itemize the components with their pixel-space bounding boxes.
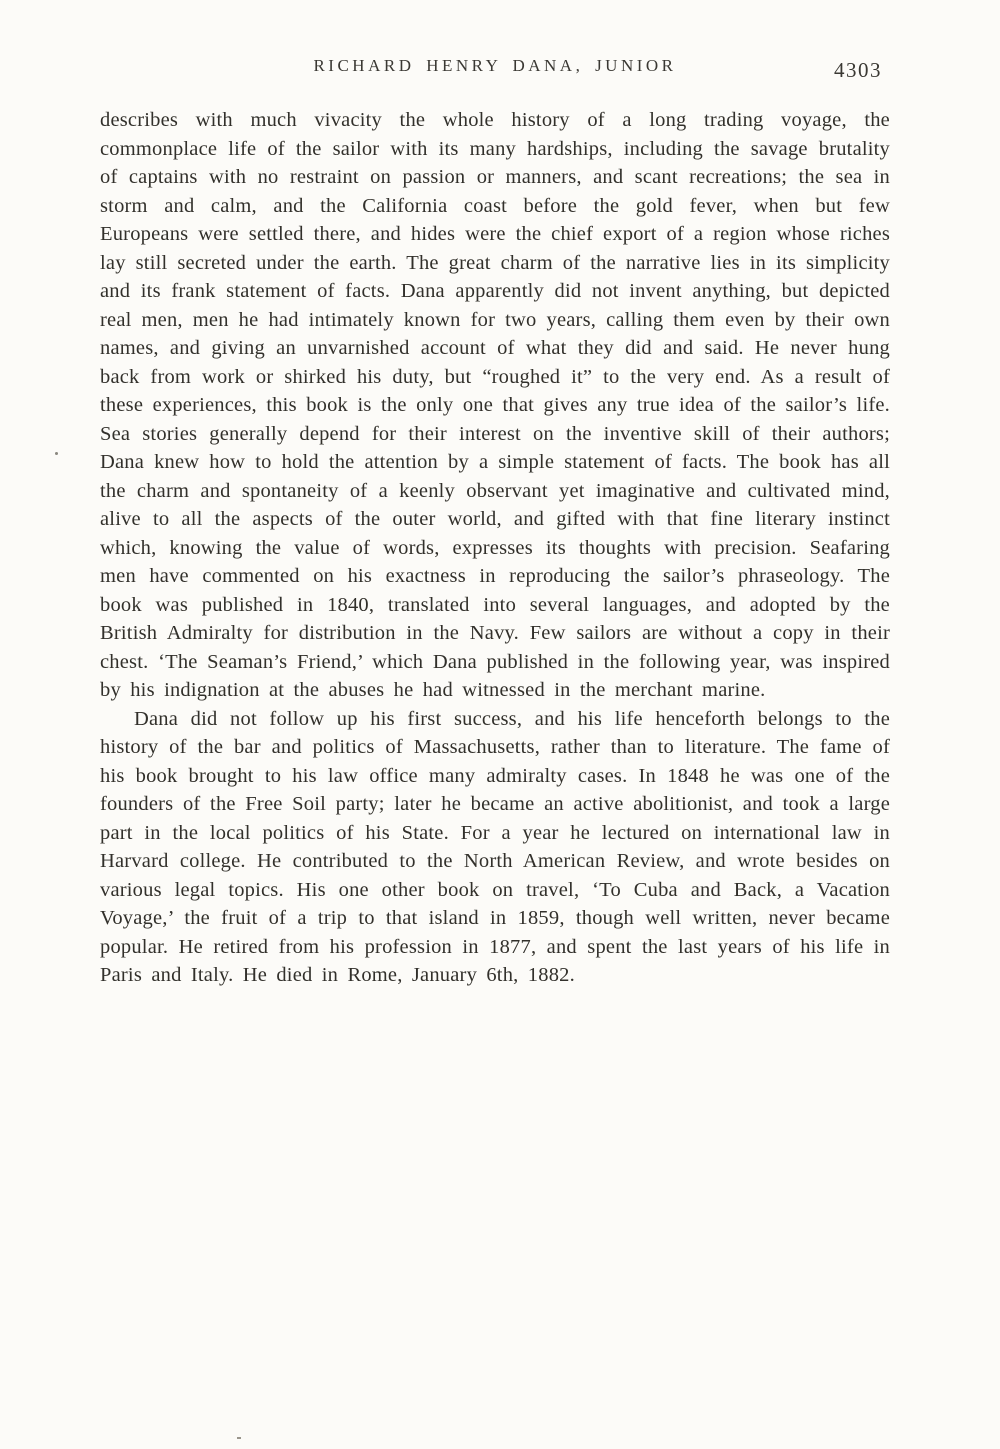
body-text	[100, 106, 890, 990]
scan-speck	[55, 452, 58, 455]
page-header	[100, 56, 890, 82]
scan-speck	[237, 1437, 241, 1439]
paragraph-continuation: describes with much vivacity the whole history of a long trading voyage, the commonplace life of the sailor with its many hardships, including the savage brutality of captains with no restraint on passion or manners, and scant recreations; the sea in storm and calm, and the California coast before the gold fever, when but few Europeans were settled there, and hides were the chief export of a region whose riches lay still secreted under the earth. The great charm of the narrative lies in its simplicity and its frank statement of facts. Dana apparently did not invent anything, but depicted real men, men he had intimately known for two years, calling them even by their own names, and giving an unvarnished account of what they did and said. He never hung back from work or shirked his duty, but “roughed it” to the very end. As a result of these experiences, this book is the only one that gives any true idea of the sailor’s life. Sea stories generally depend for their interest on the inventive skill of their authors; Dana knew how to hold the attention by a simple statement of facts. The book has all the charm and spontaneity of a keenly observant yet imaginative and cultivated mind, alive to all the aspects of the outer world, and gifted with that fine literary instinct which, knowing the value of words, expresses its thoughts with precision. Seafaring men have commented on his exactness in reproducing the sailor’s phraseology. The book was published in 1840, translated into several languages, and adopted by the British Admiralty for distribution in the Navy. Few sailors are without a copy in their chest. ‘The Seaman’s Friend,’ which Dana published in the following year, was inspired by his indignation at the abuses he had witnessed in the merchant marine.	[100, 109, 890, 701]
page-number: 4303	[834, 58, 882, 82]
paragraph: Dana did not follow up his first success, and his life henceforth belongs to the history of the bar and politics of Massachusetts, rather than to literature. The fame of his book brought to his law office many admiralty cases. In 1848 he was one of the founders of the Free Soil party; later he became an active abolitionist, and took a large part in the local politics of his State. For a year he lectured on international law in Harvard college. He contributed to the North American Review, and wrote besides on various legal topics. His one other book on travel, ‘To Cuba and Back, a Vacation Voyage,’ the fruit of a trip to that island in 1859, though well written, never became popular. He retired from his profession in 1877, and spent the last years of his life in Paris and Italy. He died in Rome, January 6th, 1882.	[100, 707, 890, 986]
running-title: RICHARD HENRY DANA, JUNIOR	[313, 56, 677, 75]
